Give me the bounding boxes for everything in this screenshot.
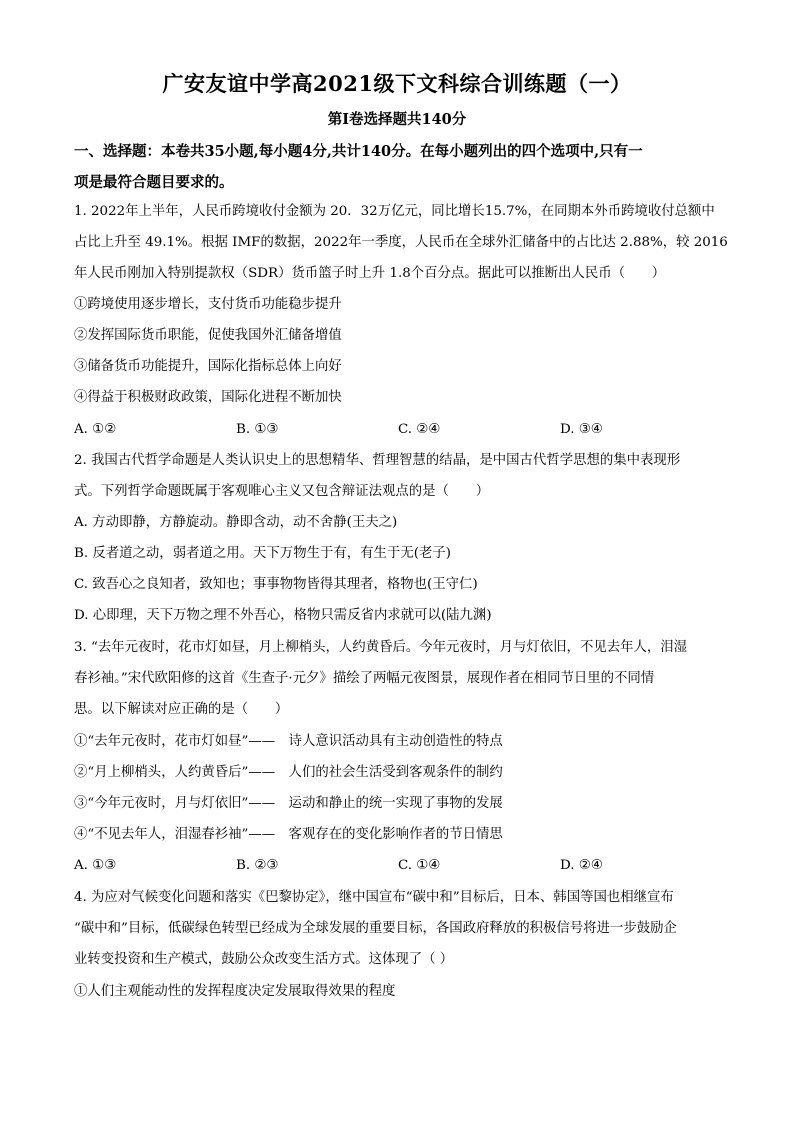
q4-stem-line-3: 业转变投资和生产模式，鼓励公众改变生活方式。这体现了（ ） xyxy=(74,952,454,967)
q3-option-c: C. ①④ xyxy=(398,858,441,873)
q3-option-b: B. ②③ xyxy=(236,858,279,873)
q1-item-1: ①跨境使用逐步增长，支付货币功能稳步提升 xyxy=(74,297,342,312)
q1-options xyxy=(74,420,722,440)
q4-stem-line-2: “碳中和”目标，低碳绿色转型已经成为全球发展的重要目标，各国政府释放的积极信号将进一步鼓励企 xyxy=(74,921,677,936)
document-title: 广安友谊中学高2021级下文科综合训练题（一） xyxy=(162,71,632,96)
q3-stem-line-1: 3. “去年元夜时，花市灯如昼，月上柳梢头，人约黄昏后。今年元夜时，月与灯依旧，不见去年人，泪湿 xyxy=(74,640,688,655)
q4-stem-line-1: 4. 为应对气候变化问题和落实《巴黎协定》，继中国宣布“碳中和”目标后，日本、韩国等国也相继宣布 xyxy=(74,890,674,905)
q3-item-1: ①“去年元夜时，花市灯如昼”—— 诗人意识活动具有主动创造性的特点 xyxy=(74,734,503,749)
q1-stem-line-3: 年人民币刚加入特别提款权（SDR）货币篮子时上升 1.8个百分点。据此可以推断出人民币（ ） xyxy=(74,266,666,281)
q1-option-a: A. ①② xyxy=(74,422,117,437)
q3-option-a: A. ①③ xyxy=(74,858,117,873)
q3-item-3: ③“今年元夜时，月与灯依旧”—— 运动和静止的统一实现了事物的发展 xyxy=(74,796,503,811)
q2-option-d: D. 心即理，天下万物之理不外吾心，格物只需反省内求就可以(陆九渊) xyxy=(74,608,492,623)
section-heading-line-2: 项是最符合题目要求的。 xyxy=(74,174,234,191)
q3-item-4: ④“不见去年人，泪湿春衫袖”—— 客观存在的变化影响作者的节日情思 xyxy=(74,827,503,842)
q2-option-c: C. 致吾心之良知者，致知也；事事物物皆得其理者，格物也(王守仁) xyxy=(74,577,478,592)
q2-stem-line-1: 2. 我国古代哲学命题是人类认识史上的思想精华、哲理智慧的结晶，是中国古代哲学思想的集中表现形 xyxy=(74,453,681,468)
q1-item-2: ②发挥国际货币职能，促使我国外汇储备增值 xyxy=(74,328,342,343)
section-subtitle: 第Ⅰ卷选择题共140分 xyxy=(327,111,467,128)
q2-option-a: A. 方动即静，方静旋动。静即含动，动不舍静(王夫之) xyxy=(74,515,398,530)
q1-option-c: C. ②④ xyxy=(398,422,441,437)
q3-option-d: D. ②④ xyxy=(560,858,603,873)
q1-item-3: ③储备货币功能提升，国际化指标总体上向好 xyxy=(74,359,342,374)
q4-item-1: ①人们主观能动性的发挥程度决定发展取得效果的程度 xyxy=(74,984,396,999)
q1-item-4: ④得益于积极财政政策，国际化进程不断加快 xyxy=(74,390,342,405)
section-heading-line-1: 一、选择题：本卷共35小题,每小题4分,共计140分。在每小题列出的四个选项中,只有一 xyxy=(74,143,643,160)
q2-stem-line-2: 式。下列哲学命题既属于客观唯心主义又包含辩证法观点的是（ ） xyxy=(74,484,490,499)
q1-option-b: B. ①③ xyxy=(236,422,279,437)
q2-option-b: B. 反者道之动，弱者道之用。天下万物生于有，有生于无(老子) xyxy=(74,546,451,561)
q1-option-d: D. ③④ xyxy=(560,422,603,437)
q1-stem-line-1: 1. 2022年上半年，人民币跨境收付金额为 20．32万亿元，同比增长15.7%，在同期本外币跨境收付总额中 xyxy=(74,204,715,219)
q3-options xyxy=(74,856,722,876)
q3-item-2: ②“月上柳梢头，人约黄昏后”—— 人们的社会生活受到客观条件的制约 xyxy=(74,765,503,780)
q1-stem-line-2: 占比上升至 49.1%。根据 IMF的数据，2022年一季度，人民币在全球外汇储备中的占比达 2.88%，较 2016 xyxy=(74,235,728,250)
section-heading xyxy=(74,136,722,198)
q3-stem-line-2: 春衫袖。”宋代欧阳修的这首《生查子·元夕》描绘了两幅元夜图景，展现作者在相同节日里的不同情 xyxy=(74,671,655,686)
q3-stem-line-3: 思。以下解读对应正确的是（ ） xyxy=(74,702,289,717)
